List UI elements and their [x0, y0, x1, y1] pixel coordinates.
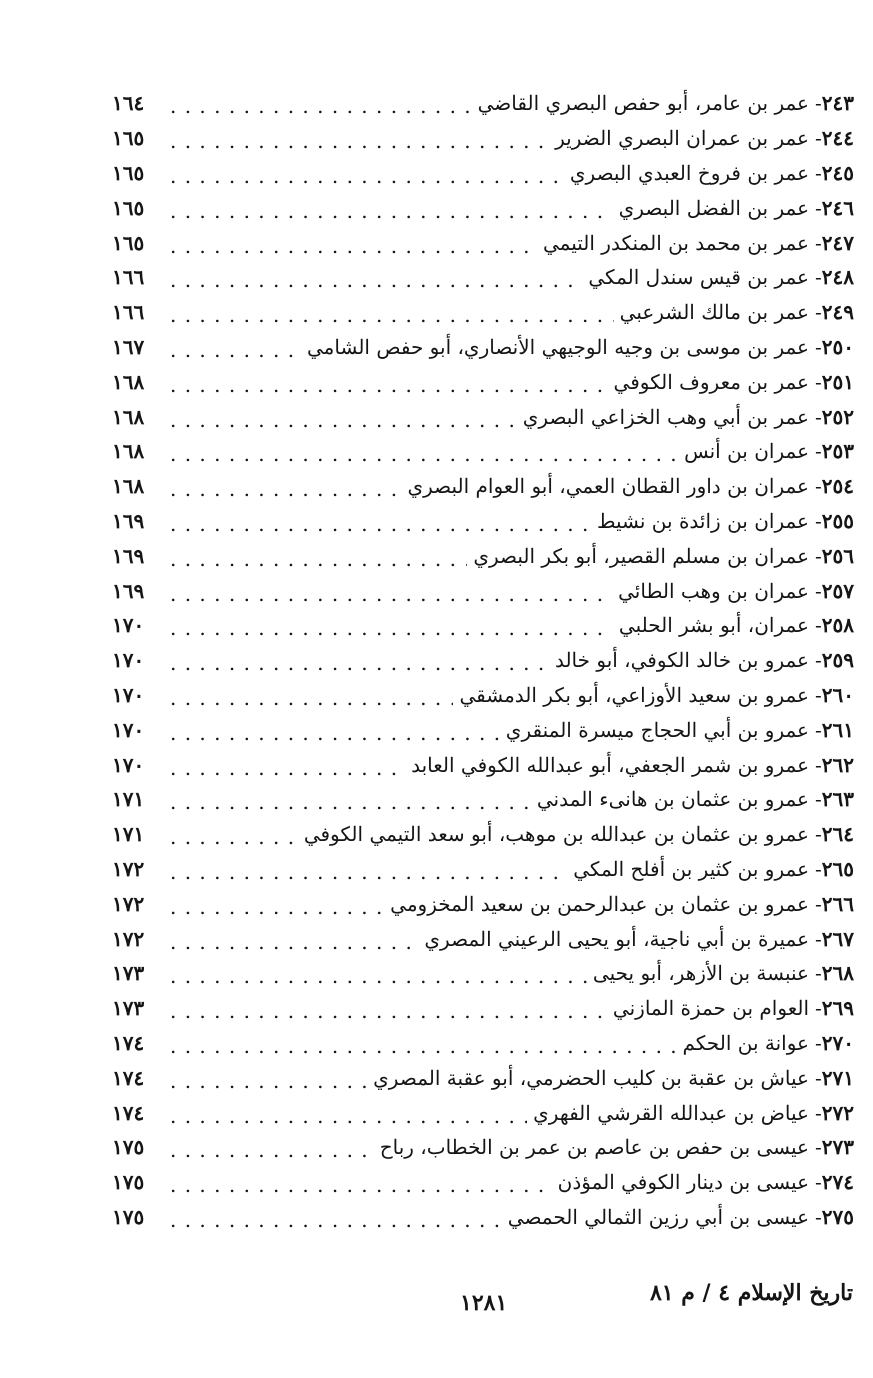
- dot-leader: [170, 549, 467, 569]
- entry-title: عمرو بن عثمان بن عبدالرحمن بن سعيد المخزومي: [390, 891, 809, 916]
- dot-leader: [170, 305, 614, 325]
- entry-page-number: ١٧٥: [112, 1135, 145, 1160]
- entry-dash: -: [815, 91, 822, 116]
- entry-page-number: ١٦٩: [112, 578, 145, 603]
- entry-page-number: ١٦٤: [112, 91, 145, 116]
- dot-leader: [170, 514, 591, 534]
- entry-number: ٢٥٧: [821, 578, 854, 603]
- page-number: ١٢٨١: [460, 1290, 508, 1316]
- dot-leader: [170, 688, 453, 708]
- dot-leader: [170, 653, 549, 673]
- entry-number: ٢٧٠: [821, 1030, 854, 1055]
- entry-number: ٢٧١: [821, 1065, 854, 1090]
- entry-title: عمر بن فروخ العبدي البصري: [569, 160, 809, 185]
- toc-entry: [112, 817, 854, 852]
- book-volume-signature: تاريخ الإسلام ٤ / م ٨١: [649, 1280, 853, 1306]
- entry-dash: -: [815, 856, 822, 881]
- entry-title: عمران بن داور القطان العمي، أبو العوام البصري: [407, 474, 809, 499]
- entry-page-number: ١٧٤: [112, 1030, 145, 1055]
- toc-entry: [112, 1200, 854, 1235]
- entry-page-number: ١٧٠: [112, 648, 145, 673]
- entry-title: عميرة بن أبي ناجية، أبو يحيى الرعيني المصري: [424, 926, 809, 951]
- entry-page-number: ١٧١: [112, 822, 145, 847]
- entry-dash: -: [815, 961, 822, 986]
- toc-entry: [112, 678, 854, 713]
- entry-dash: -: [815, 682, 822, 707]
- entry-page-number: ١٧٢: [112, 856, 145, 881]
- dot-leader: [170, 584, 612, 604]
- entry-dash: -: [815, 230, 822, 255]
- toc-entry: [112, 121, 854, 156]
- entry-dash: -: [815, 926, 822, 951]
- entry-title: عمر بن عمران البصري الضرير: [555, 126, 809, 151]
- entry-page-number: ١٧٤: [112, 1065, 145, 1090]
- toc-entry: [112, 573, 854, 608]
- entry-number: ٢٥٤: [821, 474, 854, 499]
- entry-dash: -: [815, 474, 822, 499]
- dot-leader: [170, 1175, 552, 1195]
- entry-dash: -: [815, 1100, 822, 1125]
- entry-title: عيسى بن أبي رزين الثمالي الحمصي: [507, 1204, 809, 1229]
- entry-title: عياض بن عبدالله القرشي الفهري: [533, 1100, 809, 1125]
- toc-entry: [112, 782, 854, 817]
- entry-number: ٢٦٢: [821, 752, 854, 777]
- entry-page-number: ١٦٨: [112, 369, 145, 394]
- entry-number: ٢٥١: [821, 369, 854, 394]
- entry-dash: -: [815, 1065, 822, 1090]
- dot-leader: [170, 236, 537, 256]
- entry-page-number: ١٧١: [112, 787, 145, 812]
- entry-number: ٢٥٢: [821, 404, 854, 429]
- entry-number: ٢٧٥: [821, 1204, 854, 1229]
- toc-entry: [112, 504, 854, 539]
- entry-page-number: ١٧٣: [112, 996, 145, 1021]
- toc-entry: [112, 225, 854, 260]
- entry-page-number: ١٦٦: [112, 265, 145, 290]
- entry-dash: -: [815, 160, 822, 185]
- toc-entry: [112, 469, 854, 504]
- entry-title: عمران، أبو بشر الحلبي: [618, 613, 809, 638]
- toc-entry: [112, 1095, 854, 1130]
- entry-page-number: ١٧٥: [112, 1204, 145, 1229]
- toc-entry: [112, 956, 854, 991]
- entry-page-number: ١٦٧: [112, 334, 145, 359]
- entry-title: عمر بن مالك الشرعبي: [619, 300, 809, 325]
- entry-number: ٢٦٤: [821, 822, 854, 847]
- entry-dash: -: [815, 613, 822, 638]
- entry-title: عمران بن زائدة بن نشيط: [597, 508, 809, 533]
- entry-page-number: ١٦٨: [112, 474, 145, 499]
- entry-dash: -: [815, 126, 822, 151]
- entry-page-number: ١٧٣: [112, 961, 145, 986]
- entry-number: ٢٦٦: [821, 891, 854, 916]
- toc-entry: [112, 295, 854, 330]
- entry-number: ٢٦٣: [821, 787, 854, 812]
- dot-leader: [170, 966, 587, 986]
- entry-number: ٢٦٠: [821, 682, 854, 707]
- dot-leader: [170, 201, 613, 221]
- entry-dash: -: [815, 334, 822, 359]
- dot-leader: [170, 792, 531, 812]
- entry-number: ٢٤٥: [821, 160, 854, 185]
- entry-dash: -: [815, 822, 822, 847]
- dot-leader: [170, 827, 298, 847]
- entry-number: ٢٦٨: [821, 961, 854, 986]
- entry-title: عمرو بن خالد الكوفي، أبو خالد: [554, 648, 809, 673]
- entry-number: ٢٦٩: [821, 996, 854, 1021]
- entry-title: عمرو بن عثمان بن هانىء المدني: [536, 787, 809, 812]
- entry-title: العوام بن حمزة المازني: [612, 996, 809, 1021]
- entry-dash: -: [815, 265, 822, 290]
- entry-number: ٢٦٥: [821, 856, 854, 881]
- toc-entry: [112, 991, 854, 1026]
- entry-number: ٢٦٧: [821, 926, 854, 951]
- entry-dash: -: [815, 300, 822, 325]
- entry-number: ٢٤٨: [821, 265, 854, 290]
- entry-number: ٢٤٩: [821, 300, 854, 325]
- dot-leader: [170, 1001, 607, 1021]
- dot-leader: [170, 131, 549, 151]
- toc-entry: [112, 747, 854, 782]
- dot-leader: [170, 1140, 374, 1160]
- entry-title: عمرو بن كثير بن أفلح المكي: [573, 856, 809, 881]
- dot-leader: [170, 410, 517, 430]
- entry-title: عمرو بن شمر الجعفي، أبو عبدالله الكوفي العابد: [411, 752, 809, 777]
- dot-leader: [170, 932, 418, 952]
- entry-dash: -: [815, 195, 822, 220]
- entry-page-number: ١٦٨: [112, 404, 145, 429]
- entry-dash: -: [815, 787, 822, 812]
- entry-dash: -: [815, 578, 822, 603]
- entry-number: ٢٥٥: [821, 508, 854, 533]
- entry-page-number: ١٦٦: [112, 300, 145, 325]
- entry-number: ٢٤٣: [821, 91, 854, 116]
- toc-entry: [112, 1060, 854, 1095]
- entry-page-number: ١٧٤: [112, 1100, 145, 1125]
- entry-number: ٢٧٤: [821, 1170, 854, 1195]
- toc-entry: [112, 1165, 854, 1200]
- toc-entry: [112, 260, 854, 295]
- dot-leader: [170, 1071, 367, 1091]
- toc-entry: [112, 538, 854, 573]
- dot-leader: [170, 96, 472, 116]
- entry-page-number: ١٦٥: [112, 160, 145, 185]
- entry-page-number: ١٦٩: [112, 508, 145, 533]
- toc-entry: [112, 1130, 854, 1165]
- entry-dash: -: [815, 891, 822, 916]
- entry-dash: -: [815, 508, 822, 533]
- dot-leader: [170, 166, 564, 186]
- table-of-contents: [112, 86, 854, 1262]
- toc-entry: [112, 921, 854, 956]
- entry-page-number: ١٧٠: [112, 717, 145, 742]
- toc-entry: [112, 86, 854, 121]
- dot-leader: [170, 1036, 676, 1056]
- toc-entry: [112, 712, 854, 747]
- entry-dash: -: [815, 543, 822, 568]
- entry-number: ٢٥٦: [821, 543, 854, 568]
- toc-entry: [112, 364, 854, 399]
- entry-number: ٢٧٣: [821, 1135, 854, 1160]
- entry-title: عمرو بن سعيد الأوزاعي، أبو بكر الدمشقي: [459, 682, 809, 707]
- dot-leader: [170, 758, 405, 778]
- entry-page-number: ١٧٠: [112, 752, 145, 777]
- entry-title: عمران بن مسلم القصير، أبو بكر البصري: [473, 543, 809, 568]
- entry-dash: -: [815, 439, 822, 464]
- entry-dash: -: [815, 369, 822, 394]
- entry-dash: -: [815, 717, 822, 742]
- entry-dash: -: [815, 752, 822, 777]
- entry-number: ٢٤٤: [821, 126, 854, 151]
- entry-number: ٢٦١: [821, 717, 854, 742]
- entry-title: عمر بن موسى بن وجيه الوجيهي الأنصاري، أبو حفص الشامي: [307, 334, 809, 359]
- entry-title: عمرو بن أبي الحجاج ميسرة المنقري: [505, 717, 809, 742]
- toc-entry: [112, 330, 854, 365]
- dot-leader: [170, 1106, 527, 1126]
- toc-entry: [112, 434, 854, 469]
- entry-title: عمرو بن عثمان بن عبدالله بن موهب، أبو سعد التيمي الكوفي: [303, 822, 809, 847]
- toc-entry: [112, 643, 854, 678]
- toc-entry: [112, 1026, 854, 1061]
- entry-page-number: ١٧٠: [112, 682, 145, 707]
- dot-leader: [170, 618, 613, 638]
- dot-leader: [170, 444, 678, 464]
- entry-page-number: ١٦٩: [112, 543, 145, 568]
- entry-title: عمر بن الفضل البصري: [618, 195, 809, 220]
- entry-title: عمر بن أبي وهب الخزاعي البصري: [522, 404, 809, 429]
- entry-title: عمر بن قيس سندل المكي: [588, 265, 809, 290]
- entry-page-number: ١٧٢: [112, 891, 145, 916]
- entry-number: ٢٤٧: [821, 230, 854, 255]
- dot-leader: [170, 723, 500, 743]
- entry-title: عوانة بن الحكم: [682, 1030, 809, 1055]
- toc-entry: [112, 886, 854, 921]
- entry-dash: -: [815, 648, 822, 673]
- entry-number: ٢٥٠: [821, 334, 854, 359]
- entry-page-number: ١٧٠: [112, 613, 145, 638]
- toc-entry: [112, 852, 854, 887]
- entry-title: عياش بن عقبة بن كليب الحضرمي، أبو عقبة المصري: [373, 1065, 809, 1090]
- entry-page-number: ١٦٥: [112, 230, 145, 255]
- dot-leader: [170, 270, 582, 290]
- toc-entry: [112, 190, 854, 225]
- dot-leader: [170, 479, 401, 499]
- entry-page-number: ١٦٨: [112, 439, 145, 464]
- entry-dash: -: [815, 1170, 822, 1195]
- toc-entry: [112, 156, 854, 191]
- toc-entry: [112, 608, 854, 643]
- entry-title: عنبسة بن الأزهر، أبو يحيى: [592, 961, 809, 986]
- entry-number: ٢٤٦: [821, 195, 854, 220]
- page-footer: [0, 1280, 873, 1320]
- entry-number: ٢٧٢: [821, 1100, 854, 1125]
- dot-leader: [170, 862, 567, 882]
- entry-title: عمر بن عامر، أبو حفص البصري القاضي: [477, 91, 809, 116]
- entry-page-number: ١٧٢: [112, 926, 145, 951]
- entry-page-number: ١٦٥: [112, 195, 145, 220]
- entry-title: عيسى بن دينار الكوفي المؤذن: [557, 1170, 809, 1195]
- entry-dash: -: [815, 1135, 822, 1160]
- entry-page-number: ١٧٥: [112, 1170, 145, 1195]
- entry-title: عمران بن وهب الطائي: [618, 578, 809, 603]
- entry-dash: -: [815, 996, 822, 1021]
- entry-title: عمر بن معروف الكوفي: [613, 369, 809, 394]
- entry-title: عمر بن محمد بن المنكدر التيمي: [543, 230, 809, 255]
- entry-number: ٢٥٩: [821, 648, 854, 673]
- entry-dash: -: [815, 1204, 822, 1229]
- dot-leader: [170, 897, 384, 917]
- entry-number: ٢٥٨: [821, 613, 854, 638]
- entry-page-number: ١٦٥: [112, 126, 145, 151]
- entry-dash: -: [815, 404, 822, 429]
- entry-title: عيسى بن حفص بن عاصم بن عمر بن الخطاب، رباح: [379, 1135, 809, 1160]
- dot-leader: [170, 1210, 502, 1230]
- entry-dash: -: [815, 1030, 822, 1055]
- dot-leader: [170, 375, 608, 395]
- entry-number: ٢٥٣: [821, 439, 854, 464]
- toc-entry: [112, 399, 854, 434]
- dot-leader: [170, 340, 301, 360]
- entry-title: عمران بن أنس: [684, 439, 809, 464]
